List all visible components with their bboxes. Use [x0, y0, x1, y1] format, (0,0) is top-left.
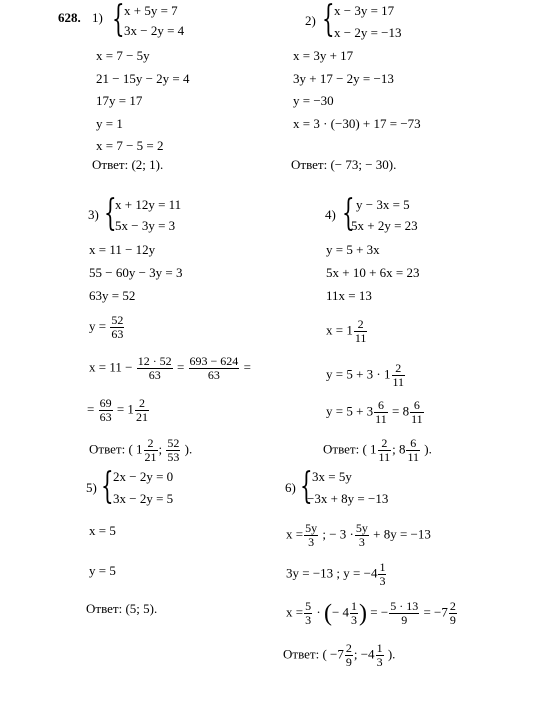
p4-line4: x = 1 $\frac{2}{11}$ — [326, 317, 367, 345]
p1-line1: x = 7 − 5y — [96, 48, 150, 63]
p4-line1: y = 5 + 3x — [326, 242, 380, 257]
p3-line2: 55 − 60y − 3y = 3 — [89, 265, 183, 280]
p4-line3: 11x = 13 — [326, 288, 372, 303]
p3-x-line: x = 11 − $\frac{12 \cdot 52}{63}$ = $\frac{693 - 624}{63}$ = — [89, 354, 251, 382]
p4-brace: { — [342, 193, 355, 234]
p6-brace: { — [300, 466, 313, 507]
p3-brace: { — [104, 193, 117, 234]
p6-answer: Ответ: ( −7 $\frac{2}{9}$ ; −4 $\frac{1}{3}$ ). — [283, 641, 396, 669]
p4-line5: y = 5 + 3 · 1 $\frac{2}{11}$ — [326, 361, 405, 389]
p4-answer: Ответ: ( 1 $\frac{2}{11}$ ; 8 $\frac{6}{11}$ ). — [323, 436, 432, 464]
p6-line1: x = $\frac{5y}{3}$ ; − 3 · $\frac{5y}{3}$ + 8y = −13 — [286, 521, 431, 549]
p1-brace: { — [112, 0, 125, 40]
p2-sys1: x − 3y = 17 — [334, 3, 395, 18]
p1-line5: x = 7 − 5 = 2 — [96, 138, 164, 153]
p5-brace: { — [101, 466, 114, 507]
p1-answer: Ответ: (2; 1). — [92, 157, 164, 172]
p6-sys1: 3x = 5y — [312, 469, 352, 484]
p4-line6: y = 5 + 3 $\frac{6}{11}$ = 8 $\frac{6}{11}$ — [326, 398, 423, 426]
p4-line2: 5x + 10 + 6x = 23 — [326, 265, 420, 280]
p6-label: 6) — [285, 480, 296, 495]
p3-line1: x = 11 − 12y — [89, 242, 156, 257]
p6-line2: 3y = −13 ; y = −4 $\frac{1}{3}$ — [286, 560, 386, 588]
p6-sys2: −3x + 8y = −13 — [307, 491, 389, 506]
p5-label: 5) — [86, 480, 97, 495]
p2-line1: x = 3y + 17 — [293, 48, 354, 63]
p2-line4: x = 3 · (−30) + 17 = −73 — [293, 116, 421, 131]
p2-line3: y = −30 — [293, 93, 334, 108]
p3-label: 3) — [88, 207, 99, 222]
p3-line3: 63y = 52 — [89, 288, 136, 303]
p3-y-line: y = $\frac{52}{63}$ — [89, 313, 124, 341]
p1-label: 1) — [92, 10, 103, 25]
p2-answer: Ответ: (− 73; − 30). — [291, 157, 397, 172]
p1-line2: 21 − 15y − 2y = 4 — [96, 71, 190, 86]
p2-brace: { — [322, 0, 335, 40]
p2-sys2: x − 2y = −13 — [334, 25, 402, 40]
p3-result-line: = $\frac{69}{63}$ = 1 $\frac{2}{21}$ — [87, 396, 148, 424]
p1-line3: 17y = 17 — [96, 93, 143, 108]
p1-sys1: x + 5y = 7 — [124, 3, 178, 18]
p3-answer: Ответ: ( 1 $\frac{2}{21}$ ; $\frac{52}{53}$ ). — [89, 436, 193, 464]
p2-label: 2) — [305, 13, 316, 28]
p3-sys1: x + 12y = 11 — [115, 197, 182, 212]
p5-line2: y = 5 — [89, 563, 116, 578]
p6-line3: x = $\frac{5}{3}$ · (− 4 $\frac{1}{3}$ ) = − $\frac{5 \cdot 13}{9}$ = −7 $\frac{2}{9}$ — [286, 599, 456, 627]
p1-line4: y = 1 — [96, 116, 123, 131]
p2-line2: 3y + 17 − 2y = −13 — [293, 71, 394, 86]
p3-sys2: 5x − 3y = 3 — [115, 218, 176, 233]
p4-sys1: y − 3x = 5 — [356, 197, 410, 212]
p5-sys2: 3x − 2y = 5 — [113, 491, 174, 506]
p4-label: 4) — [325, 207, 336, 222]
p5-line1: x = 5 — [89, 523, 116, 538]
problem-number: 628. — [58, 10, 81, 25]
p5-answer: Ответ: (5; 5). — [86, 601, 158, 616]
p5-sys1: 2x − 2y = 0 — [113, 469, 174, 484]
p4-sys2: 5x + 2y = 23 — [351, 218, 418, 233]
p1-sys2: 3x − 2y = 4 — [124, 23, 185, 38]
